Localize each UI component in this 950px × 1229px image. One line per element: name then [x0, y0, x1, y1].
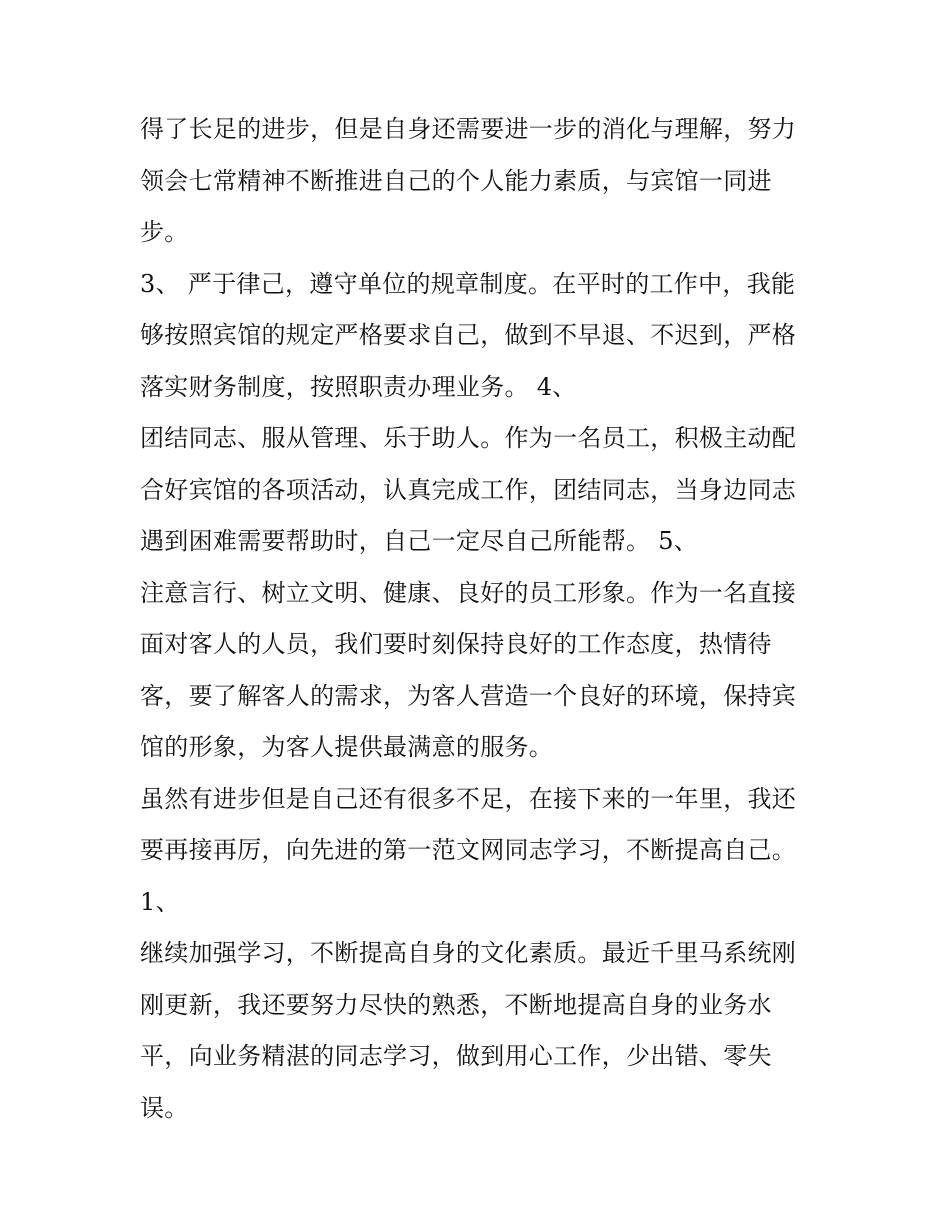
text-line: 要再接再厉，向先进的第一范文网同志学习，不断提高自己。 [140, 836, 797, 864]
text-line: 刚更新，我还要努力尽快的熟悉，不断地提高自身的业务水 [140, 990, 772, 1019]
text-line: 合好宾馆的各项活动，认真完成工作，团结同志，当身边同志 [140, 475, 797, 504]
text-line: 团结同志、服从管理、乐于助人。作为一名员工，积极主动配 [140, 424, 797, 452]
text-line: 面对客人的人员，我们要时刻保持良好的工作态度，热情待 [140, 630, 772, 658]
document-body [140, 104, 820, 1134]
text-line: 遇到困难需要帮助时，自己一定尽自己所能帮。 5、 [140, 527, 699, 555]
text-line: 继续加强学习，不断提高自身的文化素质。最近千里马系统刚 [140, 939, 797, 967]
text-line: 客，要了解客人的需求，为客人营造一个良好的环境，保持宾 [140, 681, 797, 710]
text-line: 落实财务制度，按照职责办理业务。 4、 [140, 372, 577, 401]
text-line: 误。 [140, 1093, 189, 1122]
text-line: 馆的形象，为客人提供最满意的服务。 [140, 733, 554, 761]
text-line: 够按照宾馆的规定严格要求自己，做到不早退、不迟到，严格 [140, 321, 797, 349]
text-line: 得了长足的进步，但是自身还需要进一步的消化与理解，努力 [140, 115, 797, 143]
text-line: 领会七常精神不断推进自己的个人能力素质，与宾馆一同进 [140, 166, 772, 195]
text-line: 步。 [140, 218, 189, 246]
text-line: 虽然有进步但是自己还有很多不足，在接下来的一年里，我还 [140, 784, 797, 813]
text-line: 1、 [140, 887, 180, 916]
text-line: 注意言行、树立文明、健康、良好的员工形象。作为一名直接 [140, 578, 797, 607]
text-line: 3、 严于律己，遵守单位的规章制度。在平时的工作中，我能 [140, 269, 796, 298]
text-line: 平，向业务精湛的同志学习，做到用心工作，少出错、零失 [140, 1042, 772, 1070]
